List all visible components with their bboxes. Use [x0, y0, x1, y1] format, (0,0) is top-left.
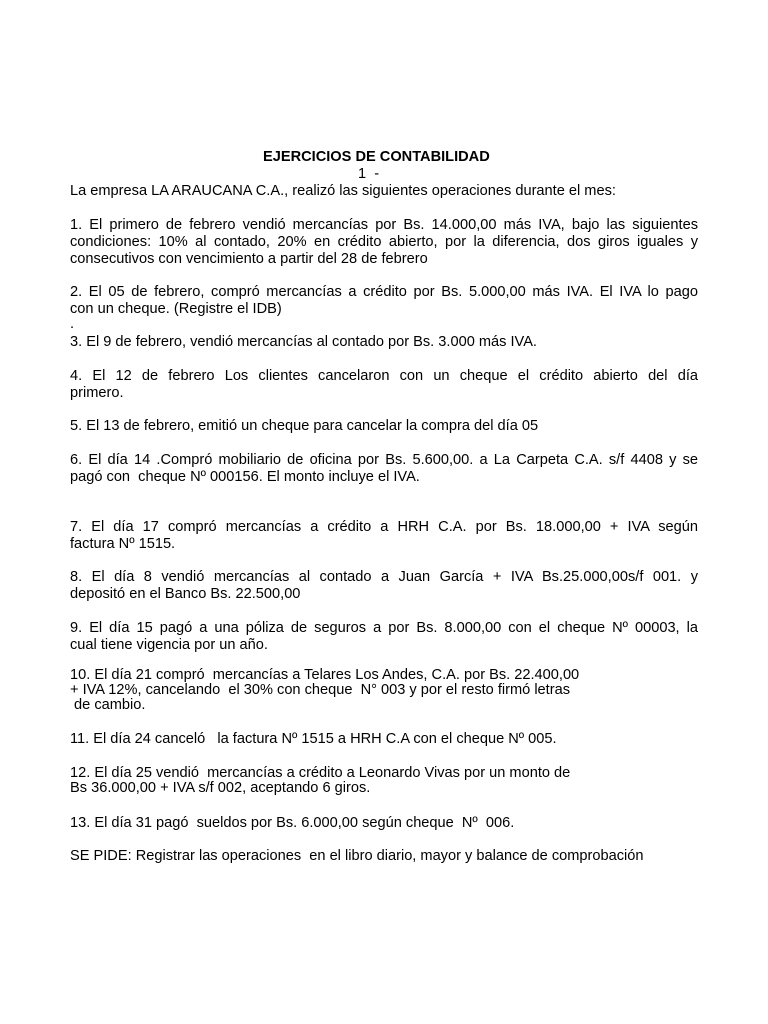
- op-6-line-1: 6. El día 14 .Compró mobiliario de oficina por Bs. 5.600,00. a La Carpeta C.A. s/f 4408 y se: [70, 452, 698, 468]
- op-3-line-1: 3. El 9 de febrero, vendió mercancías al contado por Bs. 3.000 más IVA.: [70, 334, 537, 350]
- op-1-line-2: condiciones: 10% al contado, 20% en crédito abierto, por la diferencia, dos giros iguales y: [70, 234, 698, 250]
- op-8-line-2: depositó en el Banco Bs. 22.500,00: [70, 586, 301, 602]
- op-13-line-1: 13. El día 31 pagó sueldos por Bs. 6.000,00 según cheque Nº 006.: [70, 815, 515, 831]
- op-12-line-2: Bs 36.000,00 + IVA s/f 002, aceptando 6 giros.: [70, 780, 371, 796]
- op-4-line-2: primero.: [70, 385, 124, 401]
- op-7-line-2: factura Nº 1515.: [70, 536, 176, 552]
- op-12-line-1: 12. El día 25 vendió mercancías a crédito a Leonardo Vivas por un monto de: [70, 765, 571, 781]
- op-7-line-1: 7. El día 17 compró mercancías a crédito a HRH C.A. por Bs. 18.000,00 + IVA según: [70, 519, 698, 535]
- op-9-line-1: 9. El día 15 pagó a una póliza de seguros a por Bs. 8.000,00 con el cheque Nº 00003, la: [70, 620, 698, 636]
- op-10-line-2: + IVA 12%, cancelando el 30% con cheque N° 003 y por el resto firmó letras: [70, 682, 571, 698]
- op-2-line-3: .: [70, 316, 75, 332]
- op-9-line-2: cual tiene vigencia por un año.: [70, 637, 268, 653]
- op-4-line-1: 4. El 12 de febrero Los clientes cancelaron con un cheque el crédito abierto del día: [70, 368, 698, 384]
- op-1-line-1: 1. El primero de febrero vendió mercancías por Bs. 14.000,00 más IVA, bajo las siguientes: [70, 217, 698, 233]
- op-11-line-1: 11. El día 24 canceló la factura Nº 1515 a HRH C.A con el cheque Nº 005.: [70, 731, 557, 747]
- op-5-line-1: 5. El 13 de febrero, emitió un cheque para cancelar la compra del día 05: [70, 418, 539, 434]
- op-2-line-1: 2. El 05 de febrero, compró mercancías a crédito por Bs. 5.000,00 más IVA. El IVA lo pago: [70, 284, 698, 300]
- op-2-line-2: con un cheque. (Registre el IDB): [70, 301, 282, 317]
- op-10-line-1: 10. El día 21 compró mercancías a Telares Los Andes, C.A. por Bs. 22.400,00: [70, 667, 580, 683]
- exercise-number: 1 -: [358, 166, 380, 182]
- intro-text: La empresa LA ARAUCANA C.A., realizó las siguientes operaciones durante el mes:: [70, 183, 616, 199]
- op-10-line-3: de cambio.: [70, 697, 146, 713]
- op-8-line-1: 8. El día 8 vendió mercancías al contado a Juan García + IVA Bs.25.000,00s/f 001. y: [70, 569, 698, 585]
- document-title: EJERCICIOS DE CONTABILIDAD: [263, 149, 490, 165]
- op-1-line-3: consecutivos con vencimiento a partir del 28 de febrero: [70, 251, 428, 267]
- op-6-line-2: pagó con cheque Nº 000156. El monto incluye el IVA.: [70, 469, 420, 485]
- request-text: SE PIDE: Registrar las operaciones en el libro diario, mayor y balance de comprobación: [70, 848, 644, 864]
